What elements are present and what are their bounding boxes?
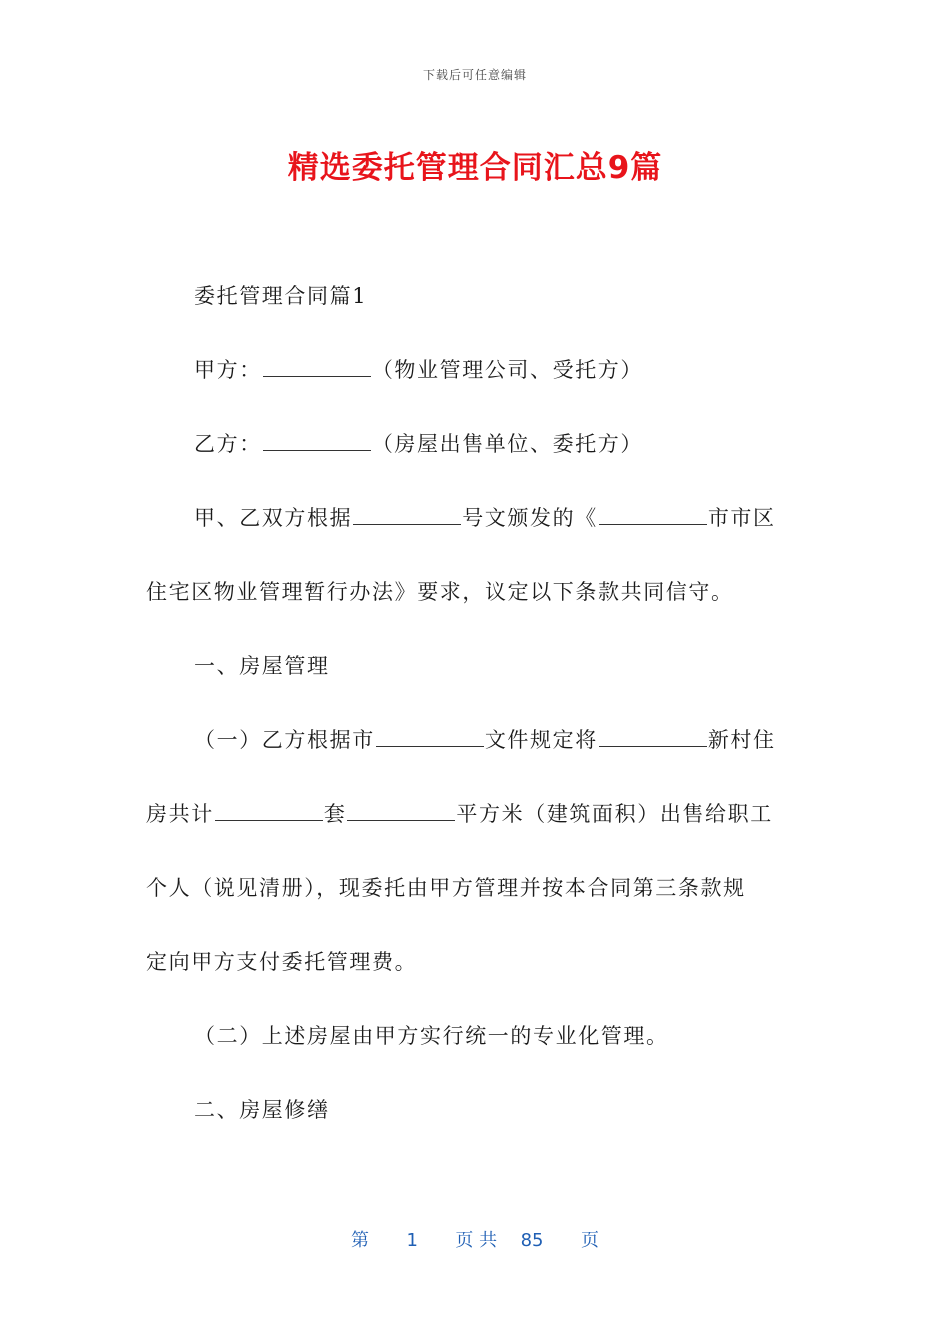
text: 号文颁发的《 — [462, 506, 598, 530]
text: 市市区 — [707, 506, 776, 530]
text: （二）上述房屋由甲方实行统一的专业化管理。 — [194, 1024, 669, 1048]
blank-field — [353, 510, 461, 525]
text: 二、房屋修缮 — [194, 1098, 330, 1122]
blank-field — [263, 362, 371, 377]
text: 个人（说见清册），现委托由甲方管理并按本合同第三条款规 — [146, 876, 746, 900]
footer-prefix: 第 — [351, 1230, 370, 1251]
paragraph-line — [146, 796, 794, 833]
text: （物业管理公司、受托方） — [371, 358, 644, 382]
text: 住宅区物业管理暂行办法》要求，议定以下条款共同信守。 — [146, 580, 734, 604]
text: 房共计 — [146, 802, 214, 826]
document-title: 精选委托管理合同汇总9篇 — [287, 150, 663, 186]
text: 平方米（建筑面积）出售给职工 — [456, 802, 773, 826]
party-a-line — [146, 352, 794, 389]
paragraph-line — [146, 870, 794, 907]
blank-field — [599, 510, 707, 525]
party-b-line — [146, 426, 794, 463]
blank-field — [376, 732, 484, 747]
footer-suffix: 页 — [580, 1230, 599, 1251]
text: 新村住 — [707, 728, 776, 752]
header-note: 下载后可任意编辑 — [422, 68, 527, 82]
paragraph-line — [146, 944, 794, 981]
blank-field — [215, 806, 323, 821]
paragraph-line — [146, 574, 794, 611]
paragraph-line — [146, 1018, 794, 1055]
text: 一、房屋管理 — [194, 654, 330, 678]
text: 甲、乙双方根据 — [194, 506, 353, 530]
blank-field — [599, 732, 707, 747]
paragraph-line — [146, 500, 794, 537]
page-footer — [0, 1226, 950, 1252]
footer-middle: 页 共 — [455, 1230, 498, 1251]
text: 乙方： — [194, 432, 262, 456]
text: 定向甲方支付委托管理费。 — [146, 950, 418, 974]
section-heading — [146, 1092, 794, 1129]
blank-field — [347, 806, 455, 821]
text: 套 — [323, 802, 347, 826]
text: 文件规定将 — [484, 728, 598, 752]
section-heading — [146, 278, 794, 315]
current-page-number: 1 — [406, 1230, 418, 1251]
text: （一）乙方根据市 — [194, 728, 375, 752]
paragraph-line — [146, 722, 794, 759]
document-body — [146, 278, 794, 1166]
text: 委托管理合同篇1 — [194, 284, 368, 308]
section-heading — [146, 648, 794, 685]
text: 甲方： — [194, 358, 262, 382]
text: （房屋出售单位、委托方） — [371, 432, 644, 456]
blank-field — [263, 436, 371, 451]
total-page-count: 85 — [520, 1230, 544, 1251]
